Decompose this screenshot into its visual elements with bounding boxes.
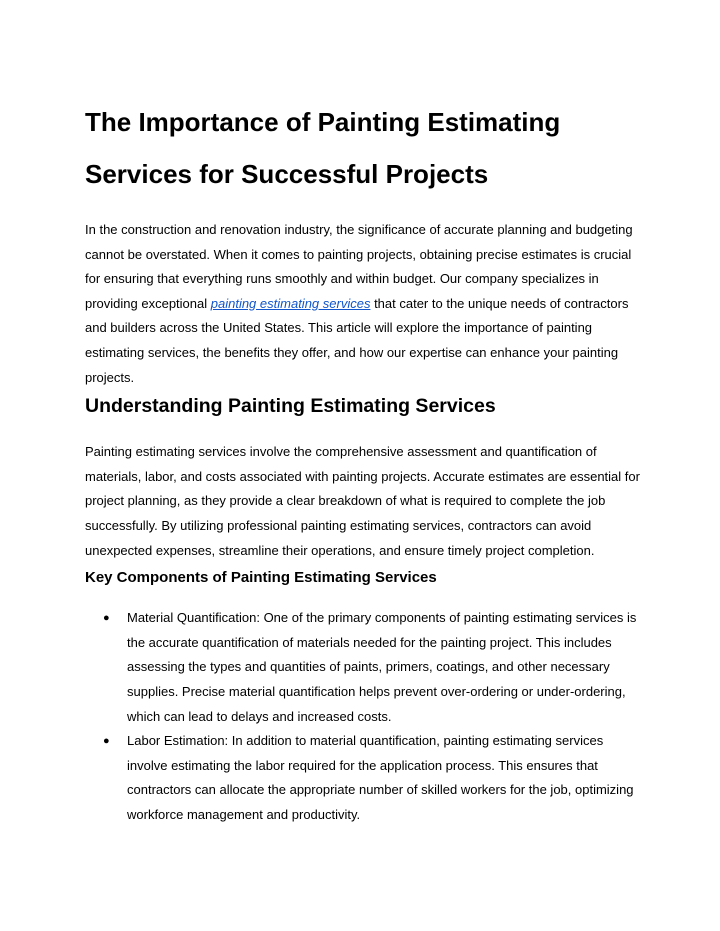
document-page — [85, 96, 645, 827]
key-components-list — [85, 606, 645, 827]
list-item-text: Material Quantification: One of the primary components of painting estimating services is the accurate quantification of materials needed for the painting project. This includes assessing the types and quantities of paints, primers, coatings, and other necessary supplies. Precise material quantification helps prevent over-ordering or under-ordering, which can lead to delays and increased costs. — [127, 610, 637, 724]
bullet-icon: ● — [103, 735, 110, 748]
section-heading-key-components: Key Components of Painting Estimating Services — [85, 569, 437, 587]
intro-text-after-link: that cater to the unique needs of contractors and builders across the United States. This article will explore the importance of painting estimating services, the benefits they offer, and how our expertise can enhance your painting projects. — [85, 295, 629, 385]
list-item — [85, 729, 645, 827]
list-item-text: Labor Estimation: In addition to material quantification, painting estimating services involve estimating the labor required for the application process. This ensures that contractors can allocate the appropriate number of skilled workers for the job, optimizing workforce management and productivity. — [127, 733, 634, 822]
article-title-line-2: Services for Successful Projects — [85, 159, 489, 189]
list-item — [85, 606, 645, 729]
section-understanding-paragraph: Painting estimating services involve the comprehensive assessment and quantification of materials, labor, and costs associated with painting projects. Accurate estimates are essential for project planning, as they provide a clear breakdown of what is required to complete the job successfully. By utilizing professional painting estimating services, contractors can avoid unexpected expenses, streamline their operations, and ensure timely project completion. — [85, 444, 640, 558]
section-heading-understanding: Understanding Painting Estimating Services — [85, 395, 496, 418]
intro-paragraph — [85, 218, 645, 390]
intro-text-before-link: In the construction and renovation industry, the significance of accurate planning and budgeting cannot be overstated. When it comes to painting projects, obtaining precise estimates is crucial for ensuring that everything runs smoothly and within budget. Our company specializes in providing exceptional — [85, 222, 633, 311]
painting-estimating-services-link[interactable]: painting estimating services — [210, 295, 371, 311]
article-title — [85, 96, 645, 200]
bullet-icon: ● — [103, 612, 110, 625]
article-title-line-1: The Importance of Painting Estimating — [85, 107, 561, 137]
